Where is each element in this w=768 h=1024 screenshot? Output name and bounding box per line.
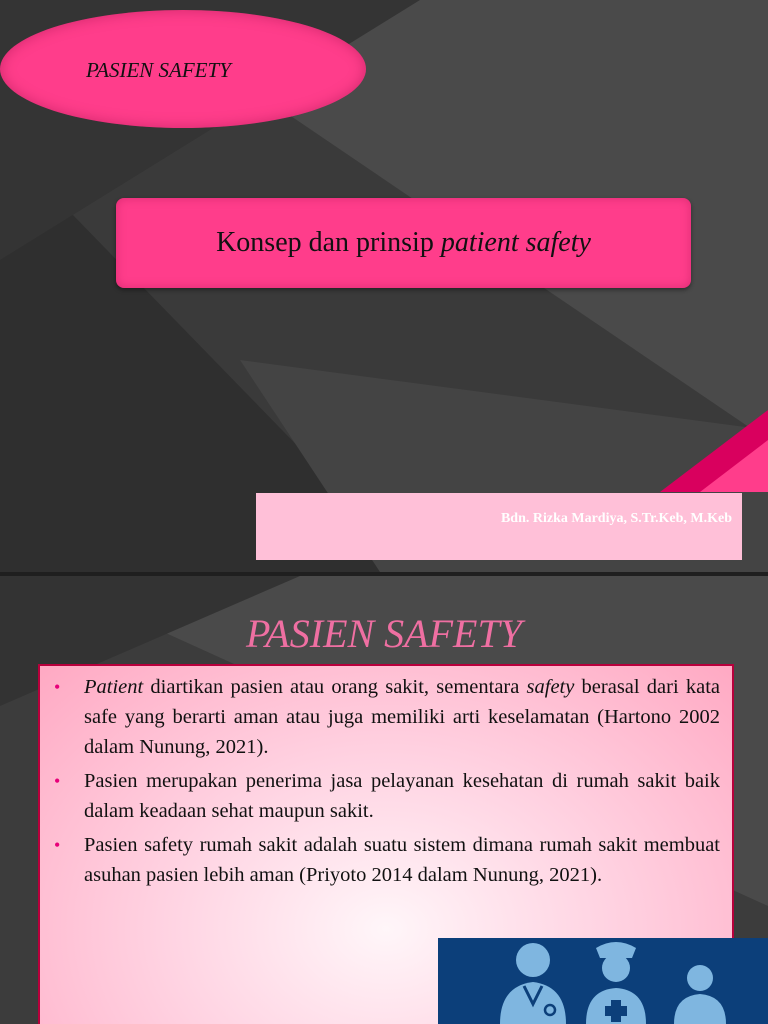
medical-staff-image xyxy=(438,938,768,1024)
author-box xyxy=(256,493,742,560)
header-label: PASIEN SAFETY xyxy=(86,58,231,82)
slide-title: PASIEN SAFETY xyxy=(246,611,522,656)
subtitle-text: Konsep dan prinsip xyxy=(216,227,434,258)
bullet-list xyxy=(40,666,732,890)
author-name: Bdn. Rizka Mardiya, S.Tr.Keb, M.Keb xyxy=(500,511,732,526)
bullet-text: diartikan pasien atau orang sakit, sementara xyxy=(143,676,527,698)
patient-icon xyxy=(674,965,726,1024)
bullet-italic-term: Patient xyxy=(84,676,144,698)
bullet-dot: • xyxy=(54,677,61,697)
nurse-icon xyxy=(586,942,646,1024)
list-item xyxy=(54,672,720,762)
subtitle-box xyxy=(116,198,691,288)
bullet-text: berasal dari kata safe yang berarti aman atau juga memiliki arti keselamatan (Hartono 2002 dalam Nunung, 2021). xyxy=(84,676,720,758)
list-item xyxy=(54,766,720,826)
subtitle-italic-text: patient safety xyxy=(440,227,591,258)
content-slide xyxy=(0,576,768,1024)
bullet-text: Pasien safety rumah sakit adalah suatu sistem dimana rumah sakit membuat asuhan pasien lebih aman (Priyoto 2014 dalam Nunung, 2021). xyxy=(84,834,720,886)
doctor-icon xyxy=(500,943,566,1024)
bullet-italic-term: safety xyxy=(526,676,575,698)
bullet-dot: • xyxy=(54,771,61,791)
bullet-dot: • xyxy=(54,835,61,855)
bullet-text: Pasien merupakan penerima jasa pelayanan kesehatan di rumah sakit baik dalam keadaan sehat maupun sakit. xyxy=(84,770,720,822)
list-item xyxy=(54,830,720,890)
